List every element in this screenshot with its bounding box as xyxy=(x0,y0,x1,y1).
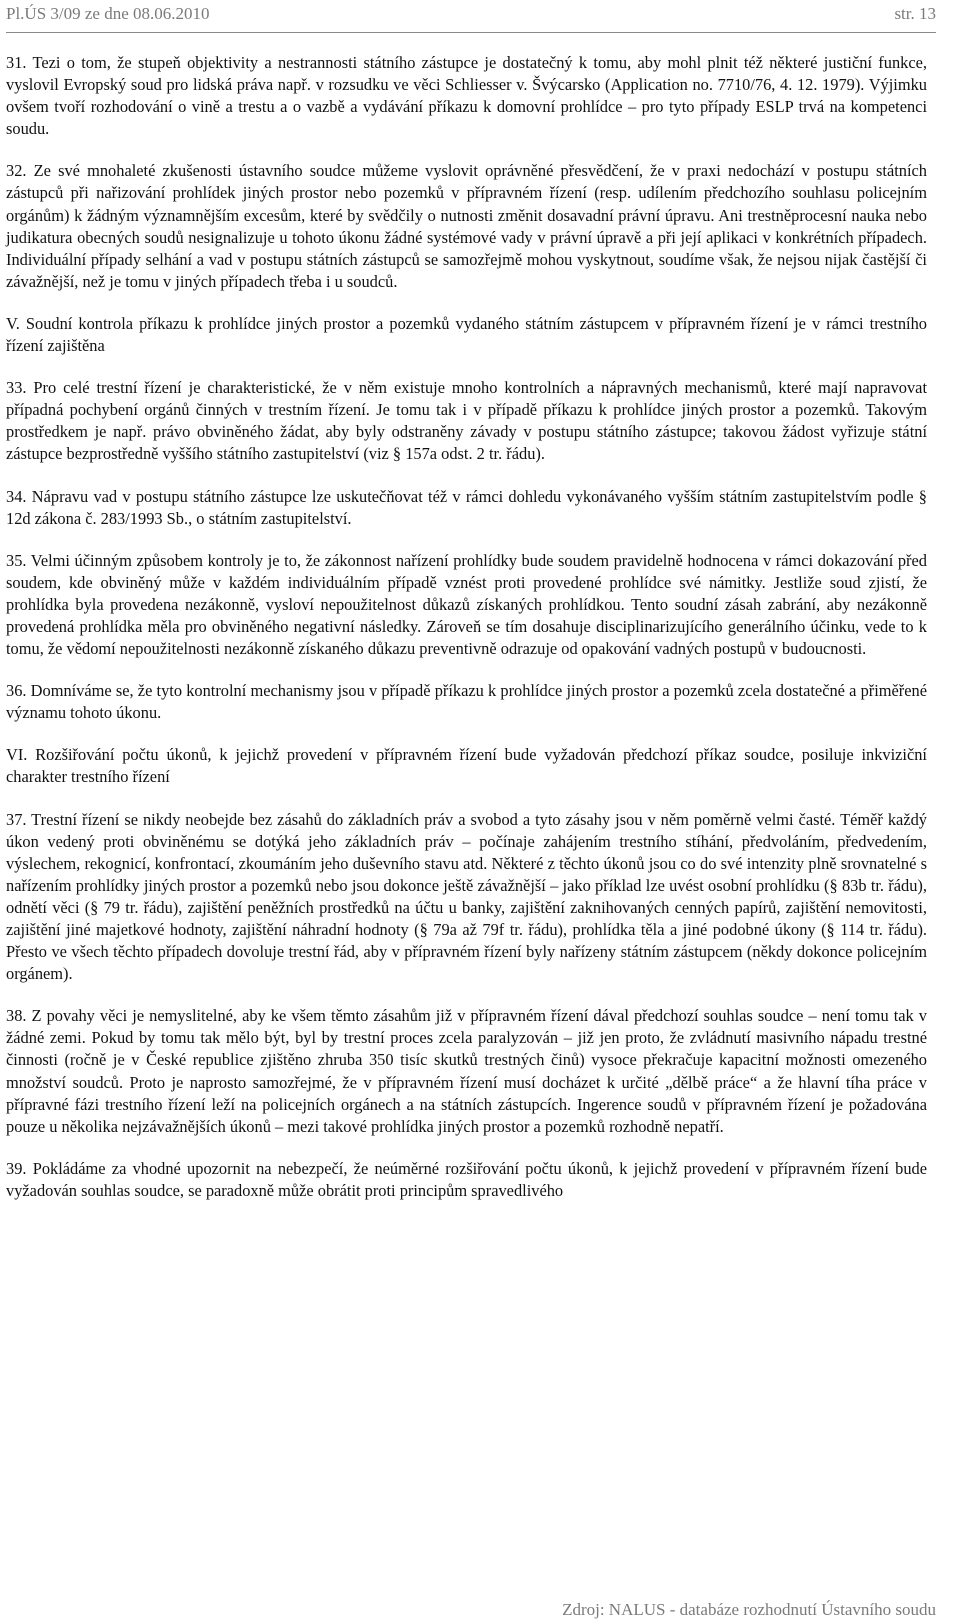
running-header xyxy=(6,4,936,30)
paragraph: 35. Velmi účinným způsobem kontroly je to, že zákonnost nařízení prohlídky bude soudem pravidelně hodnocena v rámci dokazování před soudem, kde obviněný může v každém individuálním případě vznést proti provedené prohlídce své námitky. Jestliže soud zjistí, že prohlídka byla provedena nezákonně, vysloví nepoužitelnost důkazů získaných prohlídkou. Tento soudní zásah zabrání, aby nezákonně provedená prohlídka měla pro obviněného negativní následky. Zároveň se tím dosahuje disciplinarizujícího generálního účinku, vede to k tomu, že vědomí nepoužitelnosti nezákonně získaného důkazu preventivně odrazuje od opakování vadných postupů v budoucnosti. xyxy=(6,550,927,659)
paragraph: 36. Domníváme se, že tyto kontrolní mechanismy jsou v případě příkazu k prohlídce jiných prostor a pozemků zcela dostatečné a přiměřené významu tohoto úkonu. xyxy=(6,681,927,723)
paragraph: 33. Pro celé trestní řízení je charakteristické, že v něm existuje mnoho kontrolních a nápravných mechanismů, které mají napravovat případná pochybení orgánů činných v trestním řízení. Je tomu tak i v případě příkazu k prohlídce jiných prostor a pozemků. Takovým prostředkem je např. právo obviněného žádat, aby byly odstraněny závady v postupu státního zástupce; takovou žádost vyřizuje státní zástupce bezprostředně vyššího státního zastupitelství (viz § 157a odst. 2 tr. řádu). xyxy=(6,378,927,464)
source-footer: Zdroj: NALUS - databáze rozhodnutí Ústavního soudu xyxy=(562,1600,936,1619)
header-divider xyxy=(6,32,936,33)
page-number: str. 13 xyxy=(894,4,936,23)
paragraph: 31. Tezi o tom, že stupeň objektivity a nestrannosti státního zástupce je dostatečný k tomu, aby mohl plnit též některé justiční funkce, vyslovil Evropský soud pro lidská práva např. v rozsudku ve věci Schliesser v. Švýcarsko (Application no. 7710/76, 4. 12. 1979). Výjimku ovšem tvoří rozhodování o vině a trestu a o vazbě a vydávání příkazu k domovní prohlídce – pro tyto případy ESLP trvá na kompetenci soudu. xyxy=(6,53,927,139)
paragraph: 37. Trestní řízení se nikdy neobejde bez zásahů do základních práv a svobod a tyto zásahy jsou v něm poměrně velmi časté. Téměř každý úkon vedený proti obviněnému se dotýká jeho základních práv – počínaje zahájením trestního stíhání, předvoláním, předvedením, výslechem, rekognicí, konfrontací, zkoumáním jeho duševního stavu atd. Některé z těchto úkonů jsou co do své intenzity plně srovnatelné s nařízením prohlídky jiných prostor a pozemků nebo jsou dokonce ještě závažnější – jako příklad lze uvést osobní prohlídku (§ 83b tr. řádu), odnětí věci (§ 79 tr. řádu), zajištění peněžních prostředků na účtu u banky, zajištění zaknihovaných cenných papírů, zajištění nemovitosti, zajištění jiné majetkové hodnoty, zajištění náhradní hodnoty (§ 79a až 79f tr. řádu), prohlídka těla a jiné podobné úkony (§ 114 tr. řádu). Přesto ve všech těchto případech dovoluje trestní řád, aby v přípravném řízení byly nařízeny státním zástupcem (někdy dokonce policejním orgánem). xyxy=(6,809,927,984)
paragraph: 34. Nápravu vad v postupu státního zástupce lze uskutečňovat též v rámci dohledu vykonávaného vyšším státním zastupitelstvím podle § 12d zákona č. 283/1993 Sb., o státním zastupitelství. xyxy=(6,486,927,528)
section-heading: V. Soudní kontrola příkazu k prohlídce jiných prostor a pozemků vydaného státním zástupcem v přípravném řízení je v rámci trestního řízení zajištěna xyxy=(6,313,927,356)
case-reference: Pl.ÚS 3/09 ze dne 08.06.2010 xyxy=(6,4,210,23)
document-body xyxy=(6,52,927,1222)
paragraph: 32. Ze své mnohaleté zkušenosti ústavního soudce můžeme vyslovit oprávněné přesvědčení, že v praxi nedochází v postupu státních zástupců při nařizování prohlídek jiných prostor nebo pozemků v přípravném řízení (resp. udílením předchozího souhlasu policejním orgánům) k žádným významnějším excesům, které by svědčily o nutnosti změnit dosavadní právní úpravu. Ani trestněprocesní nauka nebo judikatura obecných soudů nesignalizuje u tohoto úkonu žádné systémové vady v právní úpravě a při její aplikaci v konkrétních případech. Individuální případy selhání a vad v postupu státních zástupců se samozřejmě mohou vyskytnout, soudíme však, že nejsou nijak častější či závažnější, než je tomu v jiných případech třeba i u soudců. xyxy=(6,161,927,291)
paragraph: 38. Z povahy věci je nemyslitelné, aby ke všem těmto zásahům již v přípravném řízení dával předchozí souhlas soudce – není tomu tak v žádné zemi. Pokud by tomu tak mělo být, byl by trestní proces zcela paralyzován – již jen proto, že zvládnutí masivního nápadu trestné činnosti (ročně je v České republice zjištěno zhruba 350 tisíc skutků trestných činů) vysoce překračuje kapacitní možnosti omezeného množství soudců. Proto je naprosto samozřejmé, že v přípravném řízení musí docházet k určité „dělbě práce“ a že hlavní tíha práce v přípravné fázi trestního řízení leží na policejních orgánech a na státních zástupcích. Ingerence soudů v přípravném řízení je požadována pouze u několika nejzávažnějších úkonů – mezi takové prohlídka jiných prostor a pozemků rozhodně nepatří. xyxy=(6,1006,927,1136)
paragraph: 39. Pokládáme za vhodné upozornit na nebezpečí, že neúměrné rozšiřování počtu úkonů, k jejichž provedení v přípravném řízení bude vyžadován souhlas soudce, se paradoxně může obrátit proti principům spravedlivého xyxy=(6,1158,927,1200)
section-heading: VI. Rozšiřování počtu úkonů, k jejichž provedení v přípravném řízení bude vyžadován předchozí příkaz soudce, posiluje inkviziční charakter trestního řízení xyxy=(6,745,927,787)
